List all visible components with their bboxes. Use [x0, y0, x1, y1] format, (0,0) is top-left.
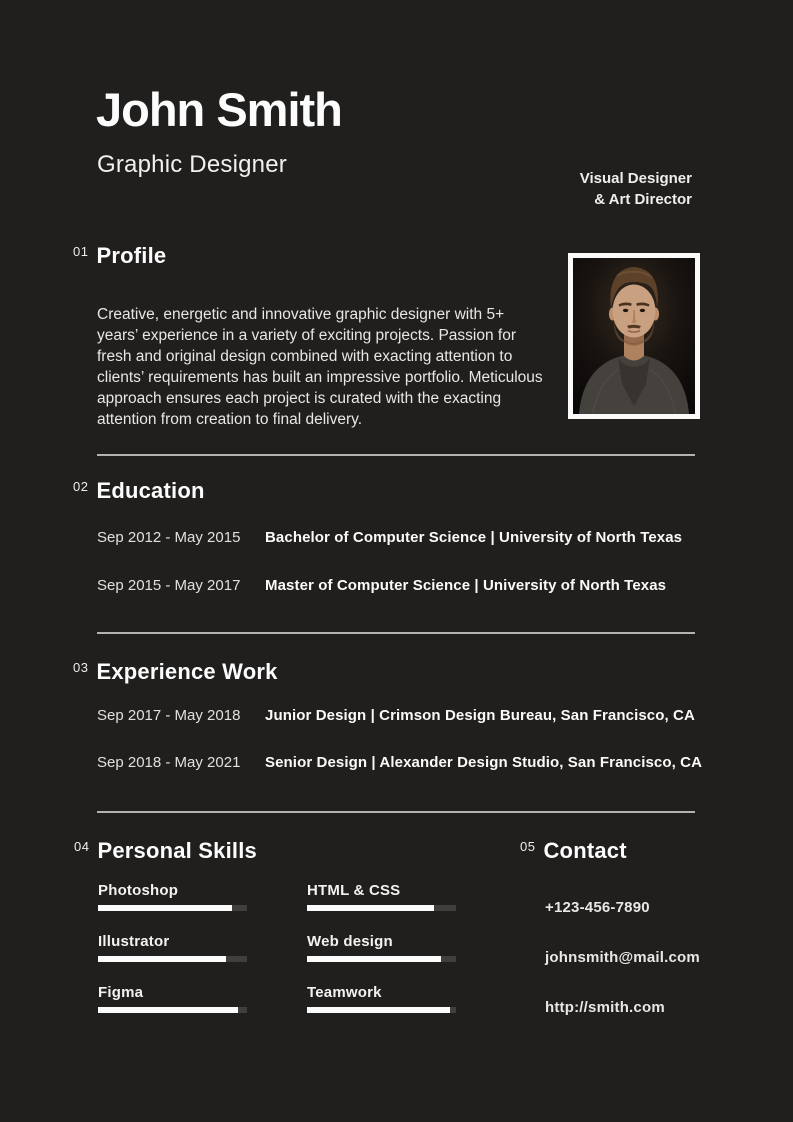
- divider: [97, 454, 695, 456]
- skill-progress-fill: [307, 1007, 450, 1013]
- experience-description: Senior Design | Alexander Design Studio, San Francisco, CA: [265, 754, 703, 771]
- skill-progress-fill: [307, 905, 434, 911]
- experience-section-heading: [73, 659, 278, 685]
- skill-progress-fill: [98, 905, 232, 911]
- skill-label: Web design: [307, 933, 393, 950]
- skill-progress-track: [98, 1007, 247, 1013]
- section-title-contact: Contact: [543, 838, 627, 863]
- skill-progress-fill: [98, 956, 226, 962]
- experience-item: [97, 707, 737, 724]
- skill-label: Photoshop: [98, 882, 179, 899]
- experience-dates: Sep 2018 - May 2021: [97, 754, 241, 771]
- section-title-skills: Personal Skills: [97, 838, 257, 863]
- education-description: Bachelor of Computer Science | University of North Texas: [265, 529, 683, 546]
- experience-dates: Sep 2017 - May 2018: [97, 707, 241, 724]
- section-number: 03: [73, 660, 89, 675]
- section-number: 05: [520, 839, 536, 854]
- skill-item: [98, 984, 247, 1013]
- skill-label: HTML & CSS: [307, 882, 401, 899]
- experience-item: [97, 754, 737, 771]
- experience-description: Junior Design | Crimson Design Bureau, San Francisco, CA: [265, 707, 695, 724]
- portrait-illustration: [573, 258, 695, 414]
- section-number: 04: [74, 839, 90, 854]
- contact-website: http://smith.com: [545, 999, 665, 1016]
- profile-text: Creative, energetic and innovative graphic designer with 5+ years’ experience in a variety of exciting projects. Passion for fresh and original design combined with exacting attention to clients’ requirements has built an impressive portfolio. Meticulous approach ensures each project is curated with the exacting attention from creation to final delivery.: [97, 305, 543, 428]
- skill-progress-track: [307, 956, 456, 962]
- skill-item: [307, 933, 456, 962]
- skill-progress-track: [307, 905, 456, 911]
- contact-phone: +123-456-7890: [545, 899, 650, 916]
- contact-email: johnsmith@mail.com: [545, 949, 700, 966]
- skill-item: [307, 882, 456, 911]
- skills-column-right: [307, 882, 456, 1035]
- divider: [97, 811, 695, 813]
- section-title-profile: Profile: [96, 243, 167, 268]
- name-title: John Smith: [96, 83, 342, 136]
- education-description: Master of Computer Science | University of North Texas: [265, 577, 667, 594]
- section-number: 01: [73, 244, 89, 259]
- skill-item: [307, 984, 456, 1013]
- role-subtitle: Graphic Designer: [97, 151, 287, 178]
- skill-label: Illustrator: [98, 933, 170, 950]
- skills-section-heading: [74, 838, 257, 864]
- education-item: [97, 529, 737, 546]
- contact-list: [545, 900, 700, 1050]
- section-title-education: Education: [96, 478, 205, 503]
- skills-column-left: [98, 882, 247, 1035]
- divider: [97, 632, 695, 634]
- section-title-experience: Experience Work: [96, 659, 278, 684]
- profile-photo: [568, 253, 700, 419]
- contact-section-heading: [520, 838, 627, 864]
- skill-item: [98, 933, 247, 962]
- profile-section-heading: [73, 243, 166, 269]
- skill-progress-fill: [98, 1007, 238, 1013]
- skill-item: [98, 882, 247, 911]
- section-number: 02: [73, 479, 89, 494]
- skill-label: Teamwork: [307, 984, 382, 1001]
- tagline-line-2: & Art Director: [594, 191, 692, 208]
- tagline: [580, 168, 692, 210]
- skill-progress-track: [307, 1007, 456, 1013]
- skill-progress-fill: [307, 956, 441, 962]
- skill-progress-track: [98, 956, 247, 962]
- education-dates: Sep 2012 - May 2015: [97, 529, 241, 546]
- education-item: [97, 577, 737, 594]
- education-section-heading: [73, 478, 205, 504]
- skill-progress-track: [98, 905, 247, 911]
- tagline-line-1: Visual Designer: [579, 170, 692, 187]
- education-dates: Sep 2015 - May 2017: [97, 577, 241, 594]
- skill-label: Figma: [98, 984, 144, 1001]
